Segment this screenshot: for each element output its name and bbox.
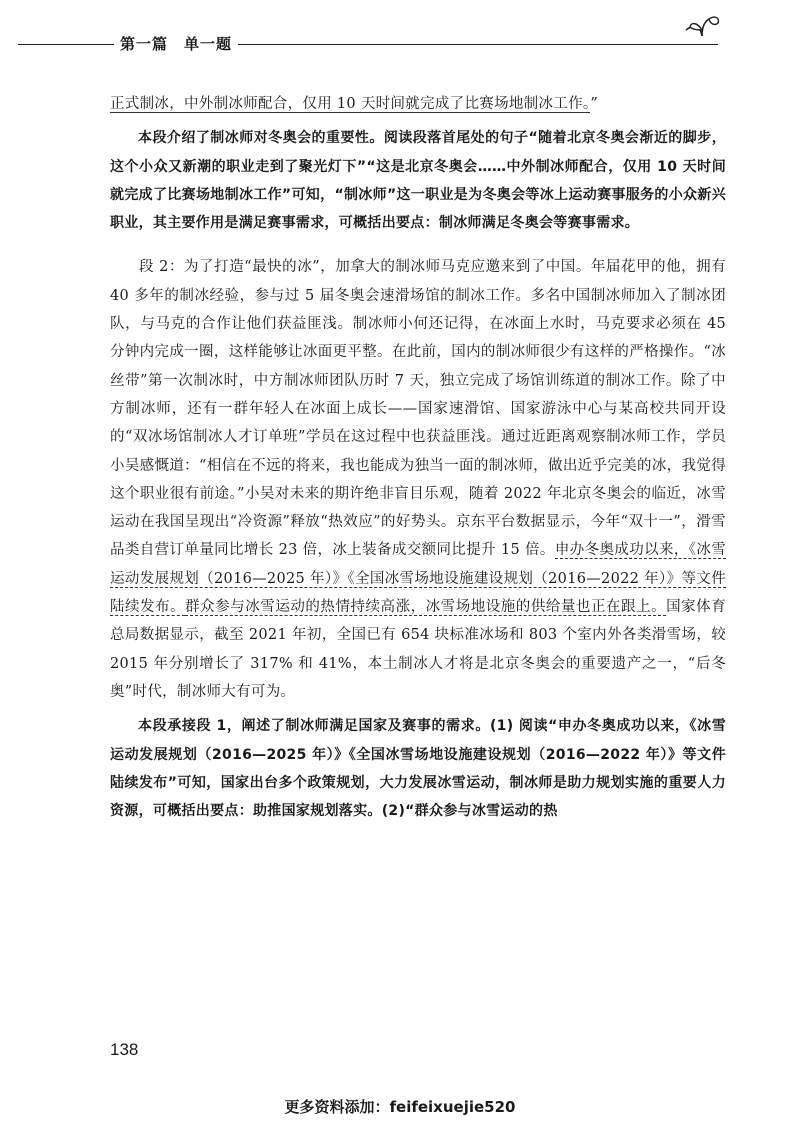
analysis-paragraph-1: 本段介绍了制冰师对冬奥会的重要性。阅读段落首尾处的句子“随着北京冬奥会渐近的脚步，这个小众又新潮的职业走到了聚光灯下”“这是北京冬奥会……中外制冰师配合，仅用 10 天时间就完成了比赛场地制冰工作”可知，“制冰师”这一职业是为冬奥会等冰上运动赛事服务的小众新兴职业，其主要作用是满足赛事需求，可概括出要点：制冰师满足冬奥会等赛事需求。: [110, 130, 726, 232]
paragraph-2: 段 2：为了打造“最快的冰”，加拿大的制冰师马克应邀来到了中国。年届花甲的他，拥有 40 多年的制冰经验，参与过 5 届冬奥会速滑场馆的制冰工作。多名中国制冰师加入了制冰团队，与马克的合作让他们获益匪浅。制冰师小何还记得，在冰面上水时，马克要求必须在 45 分钟内完成一圈，这样能够让冰面更平整。在此前，国内的制冰师很少有这样的严格操作。“冰丝带”第一次制冰时，中方制冰师团队历时 7 天，独立完成了场馆训练道的制冰工作。除了中方制冰师，还有一群年轻人在冰面上成长——国家速滑馆、国家游泳中心与某高校共同开设的“双冰场馆制冰人才订单班”学员在这过程中也获益匪浅。通过近距离观察制冰师工作，学员小吴感慨道：“相信在不远的将来，我也能成为独当一面的制冰师，做出近乎完美的冰，我觉得这个职业很有前途。”小吴对未来的期许绝非盲目乐观，随着 2022 年北京冬奥会的临近，冰雪运动在我国呈现出“冷资源”释放“热效应”的好势头。京东平台数据显示，今年“双十一”，滑雪品类自营订单量同比增长 23 倍，冰上装备成交额同比提升 15 倍。申办冬奥成功以来，《冰雪运动发展规划（2016—2025 年）》《全国冰雪场地设施建设规划（2016—2022 年）》等文件陆续发布。群众参与冰雪运动的热情持续高涨，冰雪场地设施的供给量也正在跟上。国家体育总局数据显示，截至 2021 年初，全国已有 654 块标准冰场和 803 个室内外各类滑雪场，较 2015 年分别增长了 317% 和 41%，本土制冰人才将是北京冬奥会的重要遗产之一，“后冬奥”时代，制冰师大有可为。: [110, 259, 726, 700]
paragraph-continued: 正式制冰，中外制冰师配合，仅用 10 天时间就完成了比赛场地制冰工作。”: [110, 96, 599, 112]
footer-note: 更多资料添加：feifeixuejie520: [284, 1098, 516, 1116]
underlined-policy-sentence: 申办冬奥成功以来，《冰雪运动发展规划（2016—2025 年）》《全国冰雪场地设施建设规划（2016—2022 年）》等文件陆续发布。: [110, 542, 726, 616]
running-header: [18, 30, 718, 60]
analysis-paragraph-2: 本段承接段 1，阐述了制冰师满足国家及赛事的需求。(1) 阅读“申办冬奥成功以来，《冰雪运动发展规划（2016—2025 年）》《全国冰雪场地设施建设规划（2016—2022 年）》等文件陆续发布”可知，国家出台多个政策规划，大力发展冰雪运动，制冰师是助力规划实施的重要人力资源，可概括出要点：助推国家规划落实。(2)“群众参与冰雪运动的热: [110, 718, 726, 820]
section-title: 第一篇 单一题: [114, 33, 238, 54]
page-body: [110, 90, 726, 825]
underlined-quote: 正式制冰，中外制冰师配合，仅用 10 天时间就完成了比赛场地制冰工作。: [110, 96, 591, 112]
underlined-demand-sentence: 群众参与冰雪运动的热情持续高涨，冰雪场地设施的供给量也正在跟上。: [185, 599, 667, 616]
page-number: 138: [110, 1040, 139, 1059]
sprout-icon: [682, 14, 722, 46]
